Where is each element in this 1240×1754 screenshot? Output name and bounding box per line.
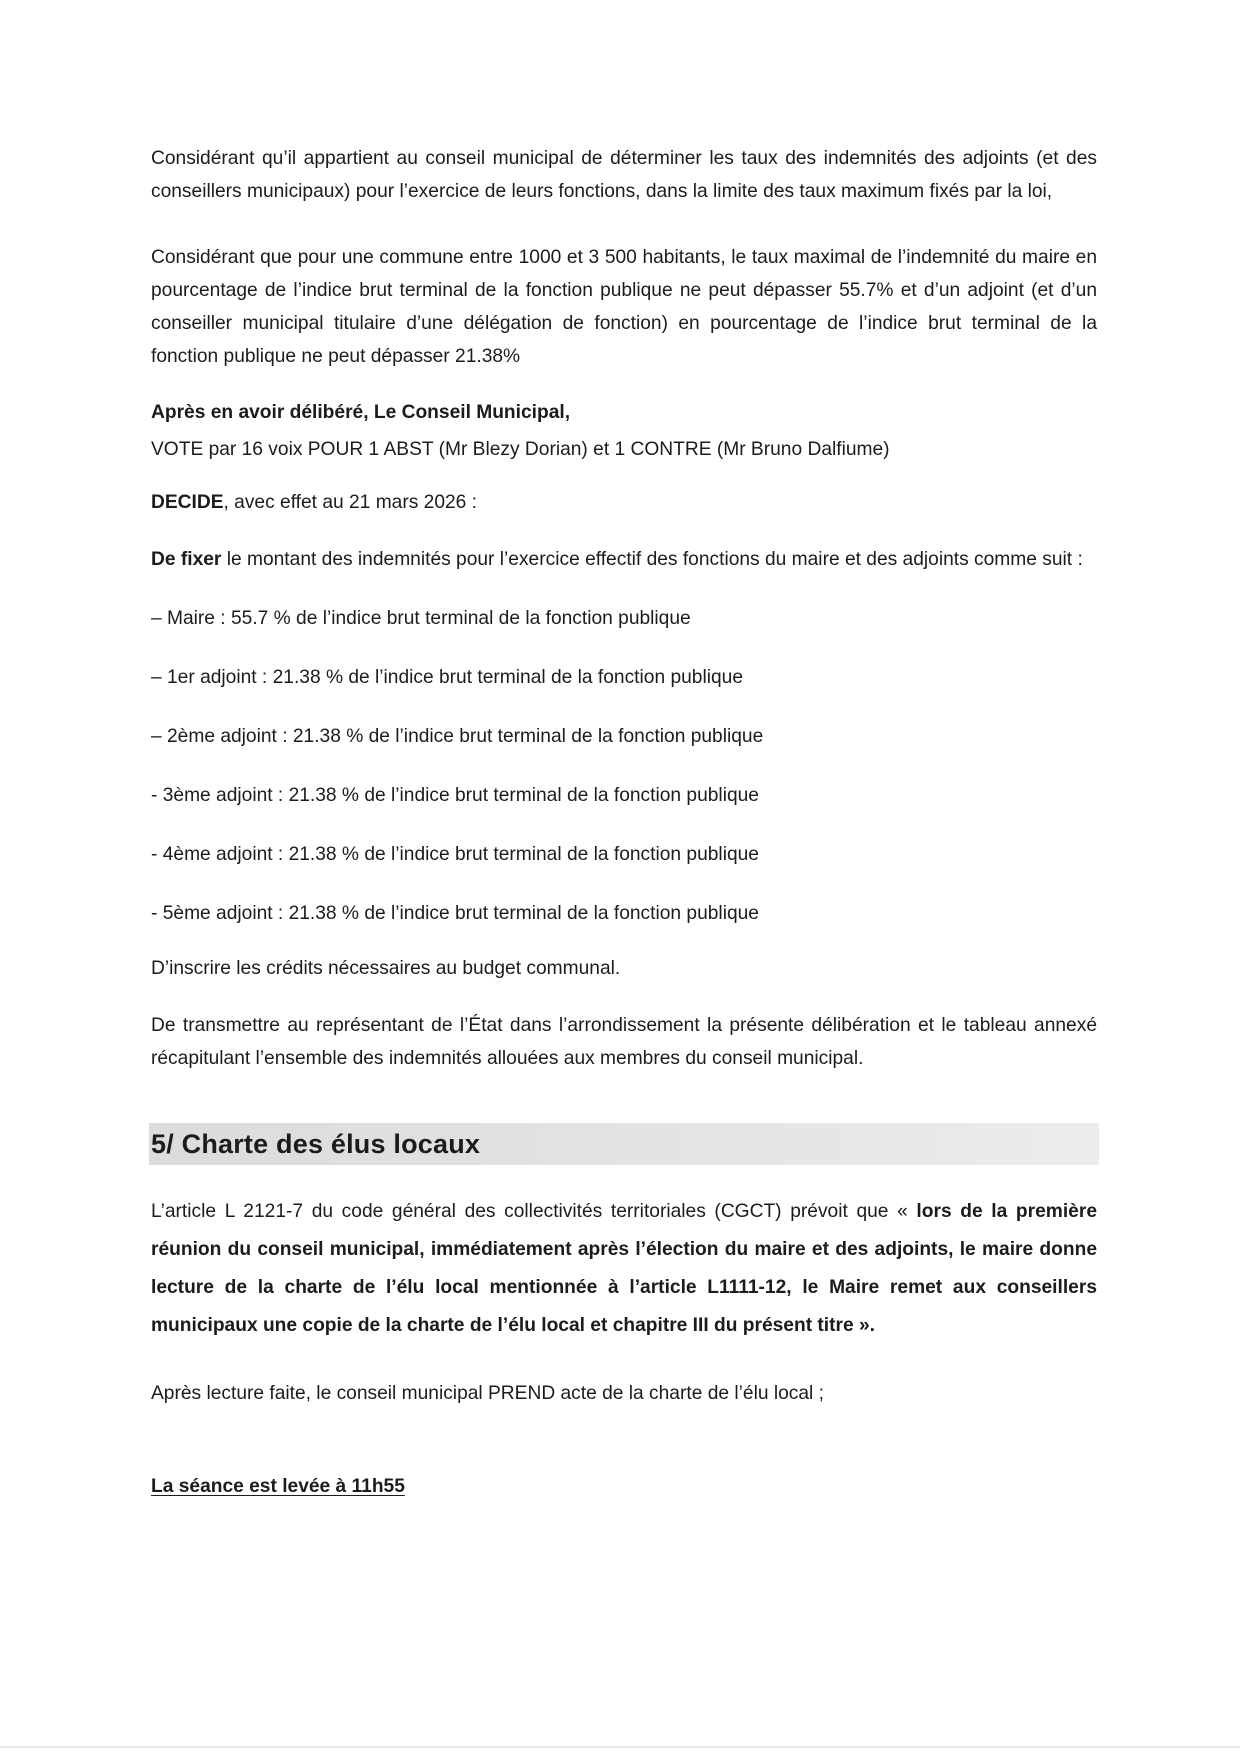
inscrire-paragraph: D’inscrire les crédits nécessaires au budget communal. (151, 958, 621, 979)
transmettre-paragraph: De transmettre au représentant de l’État dans l’arrondissement la présente délibération et le tableau annexé récapitulant l’ensemble des indemnités allouées aux membres du conseil municipal. (151, 1015, 1097, 1069)
closing-text: La séance est levée à 11h55 (151, 1476, 405, 1497)
article-quote: lors de la première réunion du conseil municipal, immédiatement après l’élection du maire et des adjoints, le maire donne lecture de la charte de l’élu local mentionnée à l’article L1111-12, le Maire remet aux conseillers municipaux une copie de la charte de l’élu local et chapitre III du présent titre ». (151, 1201, 1097, 1336)
decide-line (151, 486, 1097, 519)
vote-line: VOTE par 16 voix POUR 1 ABST (Mr Blezy Dorian) et 1 CONTRE (Mr Bruno Dalfiume) (151, 439, 890, 460)
article-intro: L’article L 2121-7 du code général des collectivités territoriales (CGCT) prévoit que « (151, 1201, 917, 1222)
considerant-paragraph-1: Considérant qu’il appartient au conseil municipal de déterminer les taux des indemnités des adjoints (et des conseillers municipaux) pour l’exercice de leurs fonctions, dans la limite des taux maximum fixés par la loi, (151, 148, 1097, 202)
fixer-text: le montant des indemnités pour l’exercice effectif des fonctions du maire et des adjoints comme suit : (221, 549, 1083, 570)
acte-paragraph: Après lecture faite, le conseil municipal PREND acte de la charte de l’élu local ; (151, 1383, 824, 1404)
fixer-paragraph (151, 543, 1097, 576)
section-heading-bar (149, 1123, 1099, 1165)
section-title: 5/ Charte des élus locaux (151, 1128, 481, 1159)
decide-text: , avec effet au 21 mars 2026 : (223, 492, 478, 513)
considerant-paragraph-2: Considérant que pour une commune entre 1000 et 3 500 habitants, le taux maximal de l’indemnité du maire en pourcentage de l’indice brut terminal de la fonction publique ne peut dépasser 55.7% et d’un adjoint (et d’un conseiller municipal titulaire d’une délégation de fonction) en pourcentage de l’indice brut terminal de la fonction publique ne peut dépasser 21.38% (151, 247, 1097, 367)
list-item: – Maire : 55.7 % de l’indice brut terminal de la fonction publique (151, 608, 691, 629)
article-paragraph (151, 1193, 1097, 1345)
page-bottom-edge (0, 1746, 1240, 1748)
deliberation-heading: Après en avoir délibéré, Le Conseil Municipal, (151, 402, 571, 423)
list-item: - 3ème adjoint : 21.38 % de l’indice brut terminal de la fonction publique (151, 785, 759, 806)
list-item: - 4ème adjoint : 21.38 % de l’indice brut terminal de la fonction publique (151, 844, 759, 865)
document-page (151, 142, 1097, 1503)
decide-keyword: DECIDE (151, 492, 224, 513)
list-item: - 5ème adjoint : 21.38 % de l’indice brut terminal de la fonction publique (151, 903, 759, 924)
indemnity-list (151, 602, 1097, 930)
list-item: – 2ème adjoint : 21.38 % de l’indice brut terminal de la fonction publique (151, 726, 764, 747)
list-item: – 1er adjoint : 21.38 % de l’indice brut terminal de la fonction publique (151, 667, 743, 688)
closing-line (151, 1470, 1097, 1503)
fixer-keyword: De fixer (151, 549, 222, 570)
